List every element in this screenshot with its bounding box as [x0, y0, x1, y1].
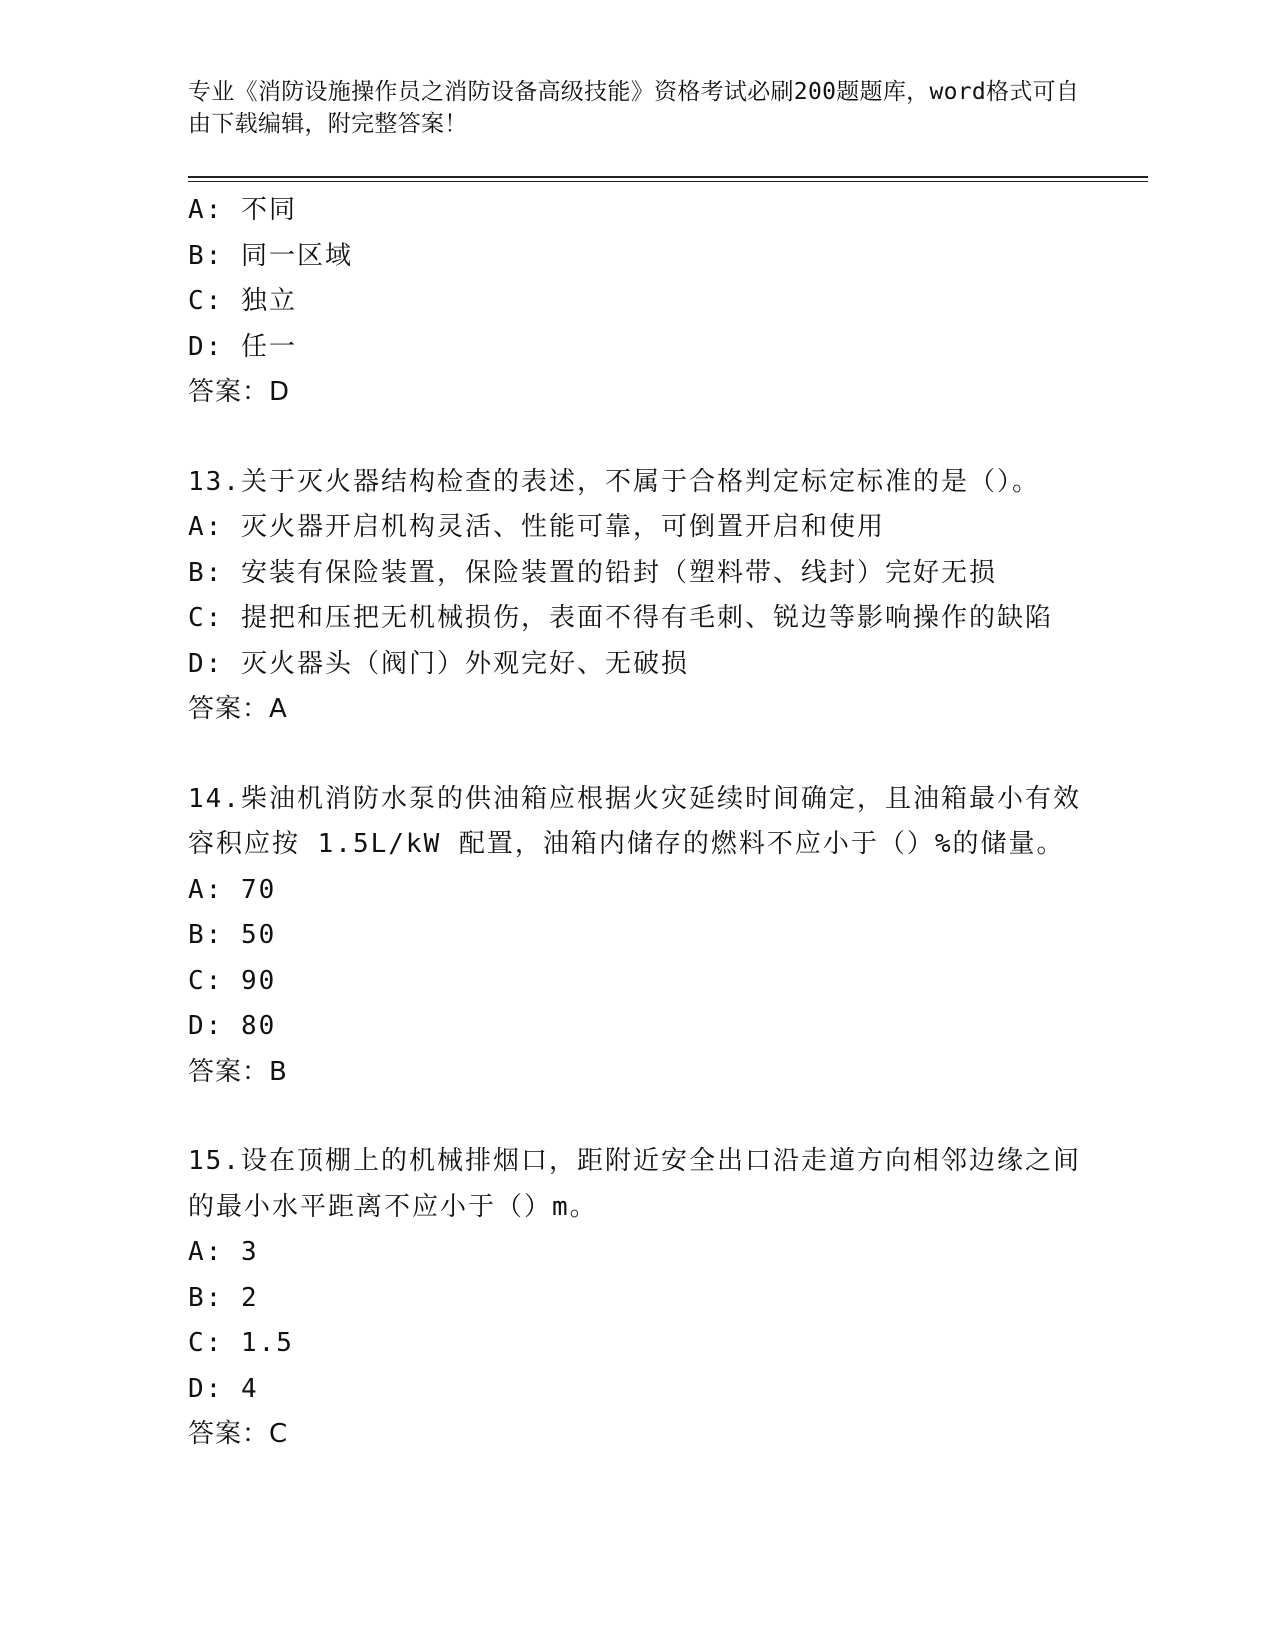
question-text: 14.柴油机消防水泵的供油箱应根据火灾延续时间确定，且油箱最小有效容积应按 1.5L/kW 配置，油箱内储存的燃料不应小于（）%的储量。 [188, 783, 1081, 859]
option-d: D: 任一 [188, 331, 297, 362]
question-15 [188, 1139, 1148, 1458]
option-c: C: 提把和压把无机械损伤，表面不得有毛刺、锐边等影响操作的缺陷 [188, 603, 1053, 633]
question-13 [188, 460, 1148, 733]
option-b: B: 50 [188, 920, 277, 950]
option-c: C: 1.5 [188, 1328, 294, 1358]
option-a: A: 不同 [188, 195, 297, 225]
option-b: B: 安装有保险装置，保险装置的铅封（塑料带、线封）完好无损 [188, 557, 997, 588]
answer-line: 答案：A [188, 694, 288, 724]
option-d: D: 80 [188, 1011, 277, 1041]
option-c: C: 90 [188, 965, 277, 996]
document-content [188, 188, 1148, 1458]
option-d: D: 4 [188, 1373, 259, 1404]
header-rule-thin [188, 181, 1148, 182]
question-14 [188, 777, 1148, 1096]
question-text: 13.关于灭火器结构检查的表述，不属于合格判定标定标准的是（）。 [188, 466, 1040, 497]
document-page [188, 0, 1148, 1650]
option-a: A: 3 [188, 1237, 259, 1267]
answer-line: 答案：D [188, 377, 291, 407]
option-d: D: 灭火器头（阀门）外观完好、无破损 [188, 648, 689, 679]
question-12-continued [188, 188, 1148, 416]
document-header: 专业《消防设施操作员之消防设备高级技能》资格考试必刷200题题库，word格式可自由下载编辑，附完整答案！ [188, 79, 1080, 137]
option-c: C: 独立 [188, 286, 297, 316]
option-a: A: 灭火器开启机构灵活、性能可靠，可倒置开启和使用 [188, 512, 885, 542]
option-b: B: 2 [188, 1282, 259, 1313]
option-b: B: 同一区域 [188, 240, 353, 271]
answer-line: 答案：C [188, 1419, 289, 1449]
header-rule-thick [188, 176, 1148, 178]
question-text: 15.设在顶棚上的机械排烟口，距附近安全出口沿走道方向相邻边缘之间的最小水平距离不应小于（）m。 [188, 1146, 1081, 1222]
answer-line: 答案：B [188, 1056, 288, 1087]
option-a: A: 70 [188, 874, 277, 905]
